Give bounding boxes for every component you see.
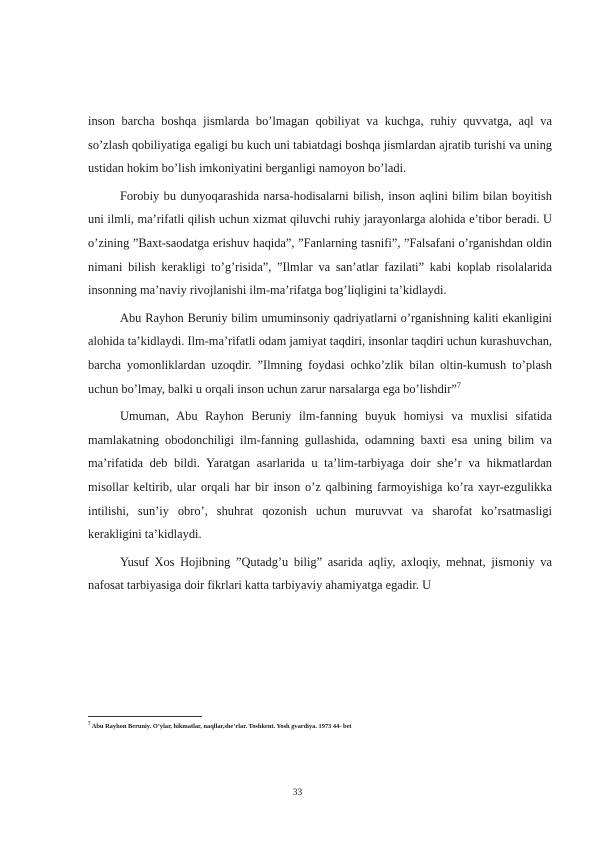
footnote-divider [88, 716, 202, 717]
paragraph-farobi: Forobiy bu dunyoqarashida narsa-hodisalarni bilish, inson aqlini bilim bilan boyitish uni ilmli, ma’rifatli qilish uchun xizmat qiluvchi ruhiy jarayonlarga alohida e’tibor beradi. U o’zining ”Baxt-saodatga erishuv haqida”, ”Fanlarning tasnifi”, ”Falsafani o’rganishdan oldin nimani bilish kerakligi to’g’risida”, ”Ilmlar va san’atlar fazilati” kabi koplab risolalarida insonning ma’naviy rivojlanishi ilm-ma’rifatga bog’liqligini ta’kidlaydi. [88, 188, 552, 298]
paragraph-beruniy-knowledge-text: Abu Rayhon Beruniy bilim umuminsoniy qadriyatlarni o’rganishning kaliti ekanligini alohida ta’kidlaydi. Ilm-ma’rifatli odam jamiyat taqdiri, insonlar taqdiri uchun kurashuvchan, barcha yomonliklardan uzoqdir. ”Ilmning foydasi ochko’zlik bilan oltin-kumush to’plash uchun bo’lmay, balki u orqali inson uchun zarur narsalarga ega bo’lishdir” [88, 310, 552, 396]
footnote-reference[interactable]: 7 [456, 380, 461, 390]
footnote [88, 720, 552, 731]
paragraph-beruniy-summary: Umuman, Abu Rayhon Beruniy ilm-fanning buyuk homiysi va muxlisi sifatida mamlakatning obodonchiligi ilm-fanning gullashida, odamning baxti esa uning bilim va ma’rifatida deb bildi. Yaratgan asarlarida u ta’lim-tarbiyaga doir she’r va hikmatlardan misollar keltirib, ular orqali har bir inson o’z qalbining farmoyishiga ko’ra xayr-ezgulikka intilishi, sun’iy obro’, shuhrat qozonish uchun muruvvat va sharofat ko’rsatmasligi kerakligini ta’kidlaydi. [88, 409, 552, 542]
footnote-marker: 7 [88, 722, 91, 727]
footnote-text: Abu Rayhon Beruniy. O’ylar, hikmatlar, naqllar,she’rlar. Toshkent. Yosh gvardiya. 1973 44- bet [91, 723, 352, 731]
paragraph-continuation: inson barcha boshqa jismlarda bo’lmagan qobiliyat va kuchga, ruhiy quvvatga, aql va so’zlash qobiliyatiga egaligi bu kuch uni tabiatdagi boshqa jismlardan ajratib turishi va uning ustidan hokim bo’lish imkoniyatini berganligi namoyon bo’ladi. [88, 114, 552, 176]
paragraph-beruniy-knowledge [88, 307, 552, 401]
page-number: 33 [292, 788, 303, 798]
page-body [88, 110, 552, 598]
paragraph-yusuf-xos-hojib: Yusuf Xos Hojibning ”Qutadg’u bilig” asarida aqliy, axloqiy, mehnat, jismoniy va nafosat tarbiyasiga doir fikrlari katta tarbiyaviy ahamiyatga egadir. U [88, 554, 552, 593]
